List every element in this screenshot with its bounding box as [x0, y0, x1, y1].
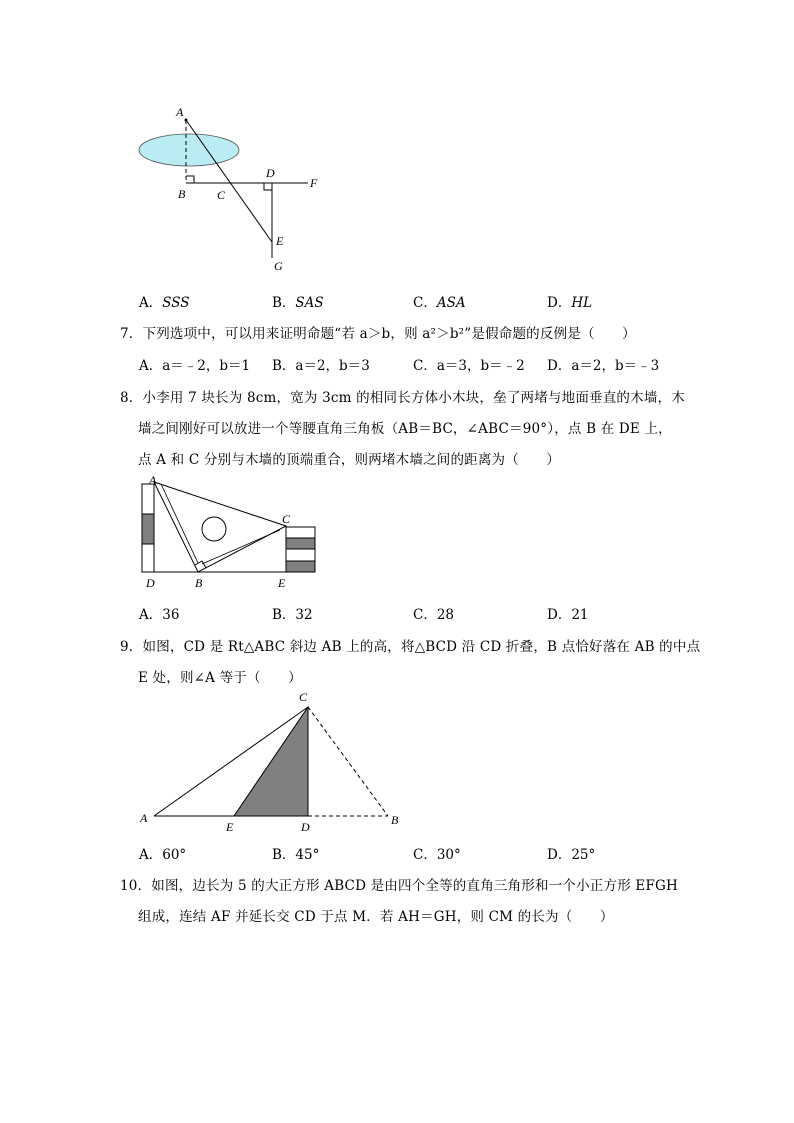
q6-label-A: A: [176, 105, 184, 119]
q8-right-block-2: [286, 538, 315, 549]
q9-label-A: A: [140, 811, 148, 825]
q6-label-F: F: [310, 176, 318, 190]
q10-stem-line-1: 10．如图，边长为 5 的大正方形 ABCD 是由四个全等的直角三角形和一个小正方形 EFGH: [120, 878, 678, 894]
q9-option-c[interactable]: [413, 843, 461, 863]
q7-option-b[interactable]: [272, 354, 370, 374]
q6-figure: [130, 100, 340, 280]
q7-option-d[interactable]: [547, 354, 659, 374]
q9-option-a[interactable]: [139, 843, 186, 863]
q8-option-c-text: 28: [436, 607, 455, 623]
q6-line-AE: [186, 120, 272, 242]
q6-right-angle-D: [264, 183, 272, 190]
q6-option-b-text: SAS: [295, 295, 324, 311]
q8-figure: [130, 470, 330, 595]
q9-option-b-text: 45°: [295, 847, 320, 863]
q6-point-A: [185, 119, 188, 122]
q7-option-a[interactable]: [139, 354, 250, 374]
q8-left-block-3: [142, 544, 154, 572]
q8-option-c[interactable]: [413, 603, 454, 623]
q8-option-d-letter: D．: [547, 607, 572, 623]
q9-dashed-CB: [308, 707, 388, 816]
q8-stem-line-2: 墙之间刚好可以放进一个等腰直角三角板（AB＝BC，∠ABC＝90°），点 B 在 DE 上，: [138, 421, 672, 437]
q9-option-a-letter: A．: [139, 847, 163, 863]
q9-stem-line-1: 9．如图，CD 是 Rt△ABC 斜边 AB 上的高，将△BCD 沿 CD 折叠，B 点恰好落在 AB 的中点: [120, 639, 701, 655]
q7-option-a-letter: A．: [139, 358, 163, 374]
q7-option-c-text: a＝3，b＝﹣2: [436, 358, 525, 374]
q6-option-c[interactable]: [413, 291, 466, 311]
q8-option-d[interactable]: [547, 603, 589, 623]
q6-label-C: C: [217, 188, 226, 202]
q6-option-d[interactable]: [547, 291, 592, 311]
q9-option-b[interactable]: [272, 843, 319, 863]
q6-option-d-text: HL: [571, 295, 593, 311]
q8-stem-line-3: 点 A 和 C 分别与木墙的顶端重合，则两堵木墙之间的距离为（ ）: [138, 452, 561, 468]
q8-right-angle-B: [195, 561, 206, 568]
q8-label-D: D: [146, 576, 155, 590]
q6-option-a-text: SSS: [162, 295, 190, 311]
q8-triangle: [154, 482, 286, 572]
q6-label-D: D: [266, 166, 275, 180]
q8-label-C: C: [282, 512, 291, 526]
q8-inner-edge-1: [161, 484, 198, 563]
q8-label-B: B: [195, 576, 203, 590]
q6-option-a[interactable]: [139, 291, 190, 311]
q9-option-c-letter: C．: [413, 847, 437, 863]
q9-label-B: B: [391, 813, 399, 827]
q7-option-c[interactable]: [413, 354, 525, 374]
q7-option-b-text: a＝2，b＝3: [295, 358, 370, 374]
q6-option-b-letter: B．: [272, 295, 296, 311]
q8-label-E: E: [278, 576, 286, 590]
q6-option-d-letter: D．: [547, 295, 572, 311]
q8-inner-edge-2: [202, 530, 280, 564]
q7-option-b-letter: B．: [272, 358, 296, 374]
q8-right-block-3: [286, 549, 315, 561]
q7-option-d-letter: D．: [547, 358, 572, 374]
q9-option-d-letter: D．: [547, 847, 572, 863]
q10-stem-line-2: 组成，连结 AF 并延长交 CD 于点 M．若 AH＝GH，则 CM 的长为（ ）: [138, 909, 614, 925]
q8-option-b-letter: B．: [272, 607, 296, 623]
q7-option-c-letter: C．: [413, 358, 437, 374]
q6-ellipse: [139, 134, 239, 166]
q6-label-G: G: [274, 259, 283, 273]
q7-option-a-text: a＝﹣2，b＝1: [162, 358, 251, 374]
q8-left-block-1: [142, 484, 154, 514]
q8-option-a-text: 36: [162, 607, 180, 623]
q8-right-block-4: [286, 561, 315, 572]
q9-shaded-triangle-CED: [234, 707, 308, 816]
q8-option-a[interactable]: [139, 603, 179, 623]
q8-left-block-2: [142, 514, 154, 544]
q8-option-d-text: 21: [571, 607, 589, 623]
q9-label-D: D: [301, 820, 310, 834]
q7-option-d-text: a＝2，b＝﹣3: [571, 358, 660, 374]
q9-option-d-text: 25°: [571, 847, 596, 863]
q8-triangle-hole: [202, 517, 226, 541]
q9-figure: [130, 685, 420, 835]
q9-label-C: C: [299, 690, 308, 704]
q6-right-angle-B: [186, 176, 194, 183]
q7-stem: 7．下列选项中，可以用来证明命题“若 a＞b，则 a²＞b²”是假命题的反例是（ ）: [120, 326, 636, 342]
q8-option-b-text: 32: [295, 607, 313, 623]
q8-option-c-letter: C．: [413, 607, 437, 623]
q6-option-b[interactable]: [272, 291, 324, 311]
q8-option-b[interactable]: [272, 603, 313, 623]
q6-option-a-letter: A．: [139, 295, 163, 311]
q9-option-c-text: 30°: [436, 847, 461, 863]
q6-label-B: B: [178, 187, 186, 201]
q8-stem-line-1: 8．小李用 7 块长为 8cm，宽为 3cm 的相同长方体小木块，垒了两堵与地面垂直的木墙，木: [120, 390, 685, 406]
q8-right-block-1: [286, 527, 315, 538]
q6-label-E: E: [276, 234, 284, 248]
q8-label-A: A: [149, 473, 157, 487]
q9-option-a-text: 60°: [162, 847, 187, 863]
q9-stem-line-2: E 处，则∠A 等于（ ）: [138, 670, 302, 686]
q9-option-d[interactable]: [547, 843, 595, 863]
q9-label-E: E: [226, 820, 234, 834]
q6-option-c-letter: C．: [413, 295, 437, 311]
q8-option-a-letter: A．: [139, 607, 163, 623]
q9-option-b-letter: B．: [272, 847, 296, 863]
q6-option-c-text: ASA: [436, 295, 466, 311]
